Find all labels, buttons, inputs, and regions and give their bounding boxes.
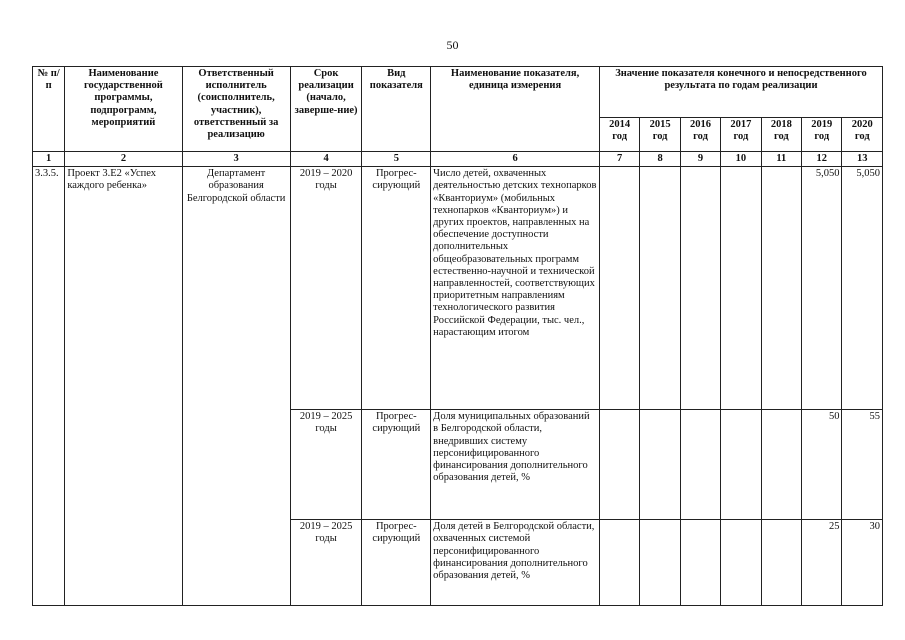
column-number: 6 [431, 152, 600, 167]
column-number: 9 [680, 152, 720, 167]
indicator-period: 2019 – 2025 годы [290, 520, 362, 606]
header-year: 2018 год [761, 118, 801, 152]
header-values-group: Значение показателя конечного и непосредственного результата по годам реализации [599, 67, 882, 118]
table-row [33, 167, 883, 410]
indicator-name: Доля муниципальных образований в Белгородской области, внедривших систему персонифицированного финансирования дополнительного образования детей, % [431, 410, 600, 520]
value-2015 [640, 167, 680, 410]
value-2014 [599, 410, 639, 520]
value-2014 [599, 167, 639, 410]
column-number: 13 [842, 152, 883, 167]
value-2018 [761, 167, 801, 410]
value-2020: 30 [842, 520, 883, 606]
header-year: 2020 год [842, 118, 883, 152]
value-2017 [721, 167, 761, 410]
value-2019: 5,050 [802, 167, 842, 410]
column-number: 3 [182, 152, 290, 167]
value-2018 [761, 520, 801, 606]
value-2015 [640, 520, 680, 606]
column-number: 4 [290, 152, 362, 167]
indicator-kind: Прогрес-сирующий [362, 410, 431, 520]
indicator-kind: Прогрес-сирующий [362, 167, 431, 410]
header-period: Срок реализации (начало, заверше-ние) [290, 67, 362, 152]
project-name: Проект 3.Е2 «Успех каждого ребенка» [65, 167, 182, 606]
value-2016 [680, 167, 720, 410]
indicator-period: 2019 – 2020 годы [290, 167, 362, 410]
header-program-name: Наименование государственной программы, подпрограмм, мероприятий [65, 67, 182, 152]
column-number: 5 [362, 152, 431, 167]
header-indicator-kind: Вид показателя [362, 67, 431, 152]
column-number: 8 [640, 152, 680, 167]
column-number: 11 [761, 152, 801, 167]
column-number: 1 [33, 152, 65, 167]
value-2016 [680, 410, 720, 520]
value-2014 [599, 520, 639, 606]
indicator-name: Доля детей в Белгородской области, охваченных системой персонифицированного финансирования дополнительного образования детей, % [431, 520, 600, 606]
value-2019: 50 [802, 410, 842, 520]
value-2015 [640, 410, 680, 520]
header-year: 2016 год [680, 118, 720, 152]
indicator-kind: Прогрес-сирующий [362, 520, 431, 606]
header-year: 2015 год [640, 118, 680, 152]
header-year: 2019 год [802, 118, 842, 152]
page-number: 50 [446, 38, 459, 52]
header-year: 2014 год [599, 118, 639, 152]
value-2020: 5,050 [842, 167, 883, 410]
column-number-row [33, 152, 883, 167]
header-number: № п/п [33, 67, 65, 152]
value-2017 [721, 410, 761, 520]
project-number: 3.3.5. [33, 167, 65, 606]
header-year: 2017 год [721, 118, 761, 152]
project-executor: Департамент образования Белгородской области [182, 167, 290, 606]
value-2018 [761, 410, 801, 520]
indicator-name: Число детей, охваченных деятельностью детских технопарков «Кванториум» (мобильных технопарков «Кванториум») и других проектов, направленных на обеспечение доступности дополнительных общеобразовательных программ естественно-научной и технической направленностей, соответствующих приоритетным направлениям технологического развития Российской Федерации, тыс. чел., нарастающим итогом [431, 167, 600, 410]
indicator-period: 2019 – 2025 годы [290, 410, 362, 520]
value-2020: 55 [842, 410, 883, 520]
column-number: 12 [802, 152, 842, 167]
value-2019: 25 [802, 520, 842, 606]
column-number: 7 [599, 152, 639, 167]
column-number: 2 [65, 152, 182, 167]
column-number: 10 [721, 152, 761, 167]
indicators-table [32, 66, 883, 606]
header-executor: Ответственный исполнитель (соисполнитель, участник), ответственный за реализацию [182, 67, 290, 152]
header-indicator-name: Наименование показателя, единица измерения [431, 67, 600, 152]
value-2016 [680, 520, 720, 606]
value-2017 [721, 520, 761, 606]
